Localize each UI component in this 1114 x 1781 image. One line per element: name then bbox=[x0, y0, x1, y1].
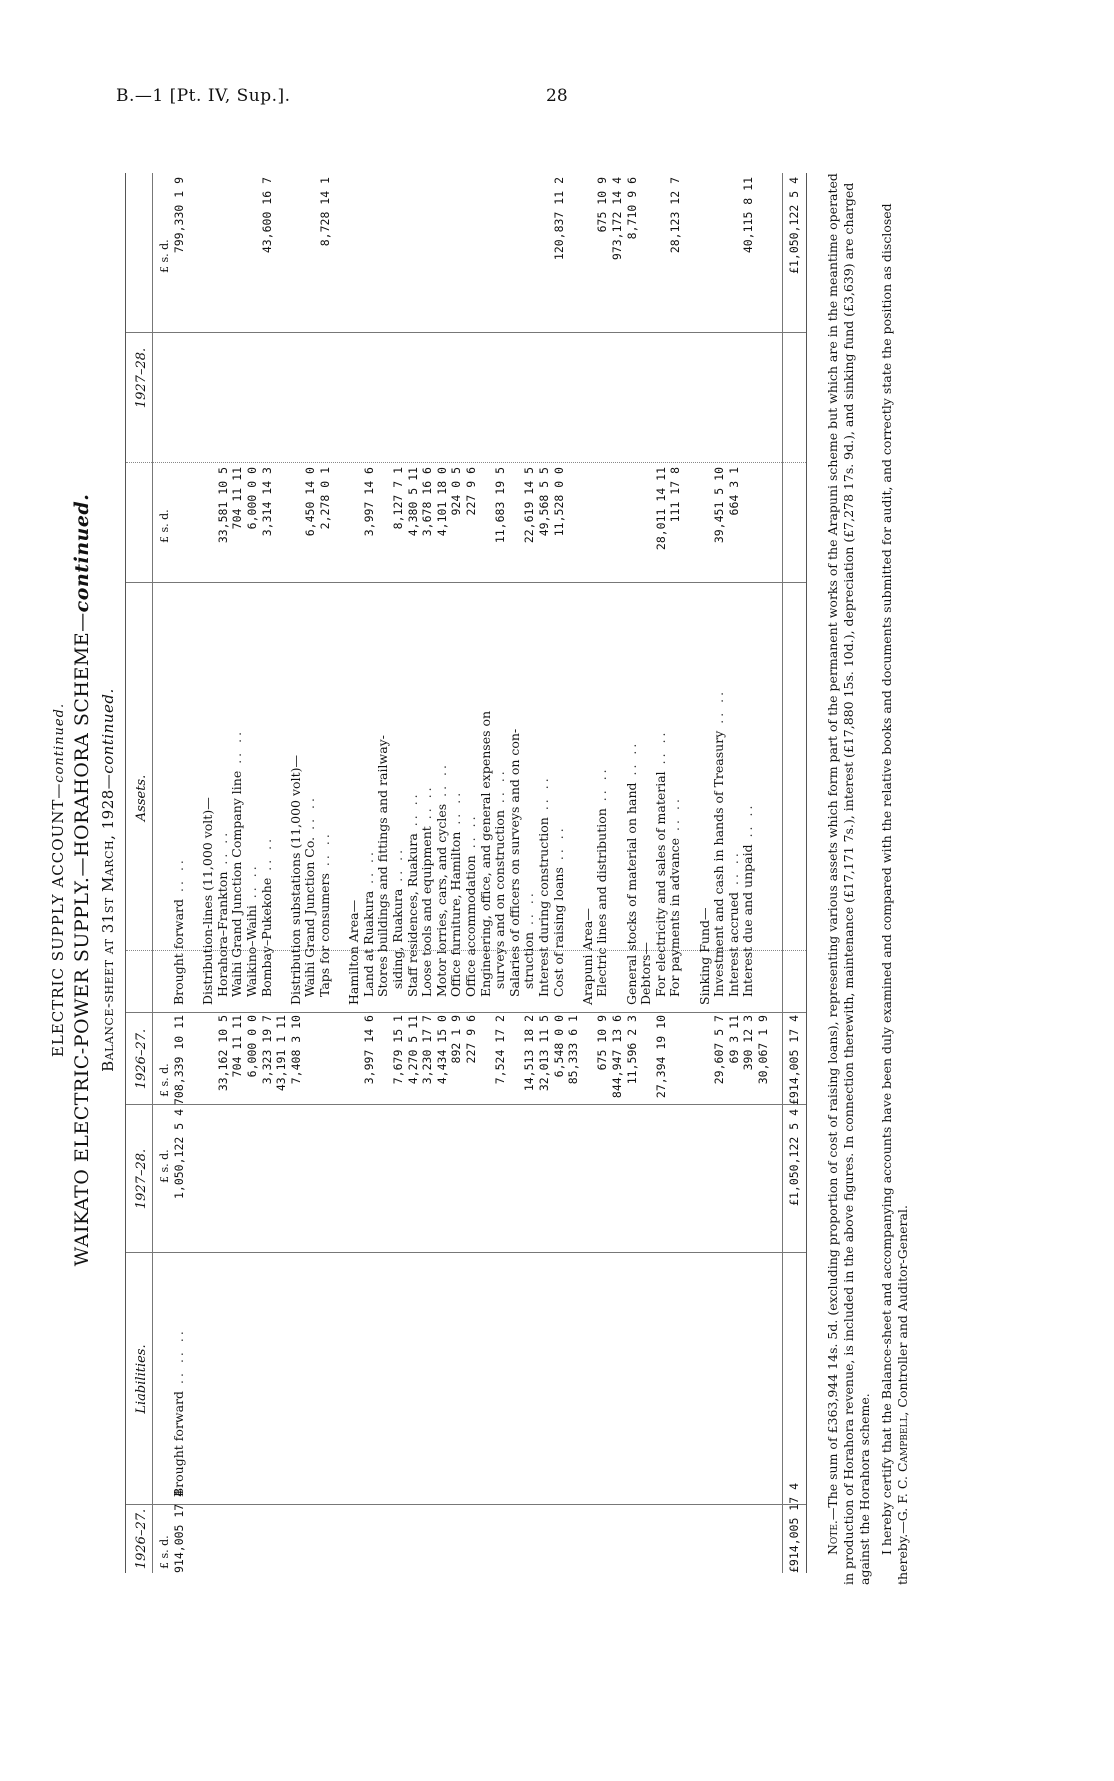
asset-row-label bbox=[376, 735, 391, 1005]
asset-row-label bbox=[581, 908, 596, 1005]
asset-row-label bbox=[741, 803, 756, 1005]
asset-row-v1926: 11,596 2 3 bbox=[624, 1015, 639, 1085]
asset-row-label bbox=[727, 850, 742, 1005]
main-title-cont: continued. bbox=[71, 493, 93, 613]
asset-row-label bbox=[668, 796, 683, 1005]
asset-total-1928: £1,050,122 5 4 bbox=[787, 177, 801, 274]
asset-row-label bbox=[698, 908, 713, 1006]
asset-row-label-text: Hamilton Area— bbox=[346, 899, 362, 1005]
asset-row-v1926: 892 1 9 bbox=[449, 1015, 464, 1064]
asset-unit-1928-detail: £ s. d. bbox=[158, 509, 171, 543]
liab-bf-1928: 1,050,122 5 4 bbox=[172, 1109, 186, 1200]
asset-row-label-text: Interest accrued bbox=[725, 891, 741, 1005]
asset-row-label-text: struction bbox=[521, 932, 537, 1005]
asset-row-label bbox=[552, 825, 567, 1005]
balance-sheet-table bbox=[125, 173, 807, 1573]
page-header bbox=[116, 86, 1016, 108]
asset-row-label-text: Distribution substations (11,000 volt)— bbox=[287, 755, 303, 1005]
asset-row-v1926: 6,000 0 0 bbox=[245, 1015, 259, 1078]
liab-bf-1926: 914,005 17 4 bbox=[172, 1489, 186, 1573]
asset-row-d1928: 11,528 0 0 bbox=[551, 467, 566, 537]
leader-dots: .. .. bbox=[492, 768, 508, 811]
sub-title-cont: continued. bbox=[99, 688, 117, 774]
signatory: Campbell bbox=[895, 1415, 910, 1473]
asset-row-d1928: 22,619 14 5 bbox=[522, 467, 537, 544]
asset-row-v1926: 708,339 10 11 bbox=[172, 1014, 186, 1105]
asset-row-label bbox=[508, 729, 523, 1005]
rule bbox=[126, 582, 806, 583]
liab-bf-label-text: Brought forward bbox=[171, 1390, 186, 1497]
signatory-title: , Controller and Auditor-General. bbox=[895, 1205, 910, 1416]
note-paragraph bbox=[825, 165, 873, 1585]
asset-row-v1928: 28,123 12 7 bbox=[668, 177, 683, 254]
asset-row-label-text: Staff residences, Ruakura bbox=[404, 833, 420, 1005]
leader-dots: .. .. bbox=[360, 849, 376, 891]
asset-row-d1928: 3,997 14 6 bbox=[361, 467, 376, 537]
asset-row-label bbox=[230, 729, 245, 1005]
leader-dots: .. .. bbox=[229, 728, 245, 771]
asset-row-v1928: 675 10 9 bbox=[595, 177, 610, 233]
certify-text: I hereby certify that the Balance-sheet and accompanying accounts have been duly examined and compared with the relative books and documents submitted for audit, and correctly state the position as disclosed thereby.—G. F. C. bbox=[879, 203, 910, 1585]
asset-row-label bbox=[318, 831, 333, 1005]
asset-row-label-text: surveys and on construction bbox=[492, 810, 508, 1005]
asset-row-d1928: 111 17 8 bbox=[668, 467, 683, 523]
asset-unit-1926: £ s. d. bbox=[158, 1063, 171, 1097]
asset-row-label bbox=[347, 900, 362, 1005]
asset-row-d1928: 4,380 5 11 bbox=[405, 467, 420, 537]
asset-row-v1926: 844,947 13 6 bbox=[610, 1015, 624, 1099]
leader-dots: .. .. bbox=[725, 850, 741, 892]
asset-row-label bbox=[537, 775, 552, 1005]
asset-row-label-text: Waikino–Waihi bbox=[244, 905, 259, 1005]
rule bbox=[126, 332, 806, 333]
asset-row-label-text: For electricity and sales of material bbox=[652, 771, 668, 1005]
asset-row-v1926: 704 11 11 bbox=[230, 1015, 245, 1078]
liab-unit-1926: £ s. d. bbox=[158, 1535, 171, 1569]
asset-total-rule bbox=[782, 173, 783, 1105]
asset-row-label-text: Salaries of officers on surveys and on con- bbox=[506, 728, 522, 1005]
asset-row-label-text: Taps for consumers bbox=[317, 873, 332, 1005]
asset-row-label-text: siding, Ruakura bbox=[390, 888, 405, 1005]
asset-row-d1928: 11,683 19 5 bbox=[493, 467, 508, 544]
leader-dots: .. .. bbox=[244, 863, 259, 906]
asset-row-v1928: 8,728 14 1 bbox=[318, 177, 332, 247]
asset-row-label-text: Interest due and unpaid bbox=[740, 844, 756, 1005]
leader-dots: .. .. bbox=[740, 802, 756, 845]
asset-row-label bbox=[449, 790, 464, 1005]
asset-col-1926-head: 1926–27. bbox=[134, 1028, 149, 1090]
liab-unit-1928: £ s. d. bbox=[158, 1149, 171, 1183]
asset-row-label-text: General stocks of material on hand bbox=[623, 782, 639, 1005]
asset-row-d1928: 6,000 0 0 bbox=[245, 467, 259, 530]
leader-dots: .. .. bbox=[594, 766, 610, 809]
note-text: —The sum of £363,944 14s. 5d. (excluding proportion of cost of raising loans), representing various assets which form part of the permanent works of the Arapuni scheme but which are in the meantime operated in production of Horahora revenue, is included in the above figures. In connection therewith, maintenance (£17,171 7s.), interest (£17,880 15s. 10d.), depreciation (£7,278 17s. 9d.), and sinking fund (£3,639) are charged against the Horahora scheme. bbox=[825, 173, 872, 1585]
liab-total-1928: £1,050,122 5 4 bbox=[787, 1109, 801, 1206]
asset-row-d1928: 6,450 14 0 bbox=[303, 467, 318, 537]
asset-row-label-text: Interest during construction bbox=[536, 817, 551, 1005]
asset-unit-1928-total: £ s. d. bbox=[158, 239, 171, 273]
asset-row-d1928: 49,568 5 5 bbox=[537, 467, 551, 537]
leader-dots: .. .. bbox=[171, 857, 186, 899]
sub-title bbox=[99, 135, 117, 1625]
asset-row-v1926: 3,997 14 6 bbox=[361, 1015, 376, 1085]
leader-dots: .. .. bbox=[448, 789, 464, 832]
leader-dots: .. .. bbox=[463, 813, 478, 856]
liab-total-1926: £914,005 17 4 bbox=[787, 1482, 801, 1573]
leader-dots: .. .. bbox=[521, 890, 537, 933]
document-reference: B.—1 [Pt. IV, Sup.]. bbox=[116, 86, 291, 106]
asset-row-v1926: 675 10 9 bbox=[595, 1015, 610, 1071]
asset-row-label bbox=[493, 768, 508, 1005]
header-rule bbox=[152, 173, 153, 1573]
asset-row-label-text: Stores buildings and fittings and railway- bbox=[375, 735, 391, 1005]
asset-row-v1926: 227 9 6 bbox=[464, 1015, 478, 1064]
asset-row-label-text: Debtors— bbox=[638, 942, 654, 1005]
leader-dots: .. .. bbox=[433, 762, 449, 804]
asset-row-d1928: 8,127 7 1 bbox=[391, 467, 405, 530]
asset-row-v1926: 4,270 5 11 bbox=[405, 1015, 420, 1085]
main-title-text: WAIKATO ELECTRIC-POWER SUPPLY.—HORAHORA SCHEME— bbox=[71, 612, 93, 1267]
asset-row-v1928: 799,330 1 9 bbox=[172, 177, 186, 254]
asset-row-label bbox=[216, 830, 231, 1005]
asset-heading: Assets. bbox=[134, 774, 149, 822]
asset-row-v1928: 8,710 9 6 bbox=[624, 177, 639, 240]
leader-dots: .. .. bbox=[390, 846, 405, 889]
rule bbox=[126, 1012, 806, 1013]
asset-row-label bbox=[362, 849, 377, 1005]
asset-row-v1926: 14,513 18 2 bbox=[522, 1015, 537, 1092]
asset-row-v1926: 4,434 15 0 bbox=[434, 1015, 449, 1085]
certification-paragraph bbox=[879, 165, 911, 1585]
asset-row-label bbox=[172, 857, 187, 1005]
asset-row-label-text: Office furniture, Hamilton bbox=[448, 831, 464, 1005]
asset-row-v1926: 7,679 15 1 bbox=[391, 1015, 405, 1085]
account-title bbox=[49, 135, 67, 1625]
asset-row-label-text: Motor lorries, cars, and cycles bbox=[433, 803, 449, 1005]
leader-dots: .. .. bbox=[667, 796, 683, 838]
liab-bf-label: Brought forward .. .. .. bbox=[171, 1328, 186, 1497]
asset-row-d1928: 2,278 0 1 bbox=[318, 467, 332, 530]
asset-row-v1926: 390 12 3 bbox=[741, 1015, 756, 1071]
asset-row-d1928: 227 9 6 bbox=[464, 467, 478, 516]
asset-row-v1928: 43,600 16 7 bbox=[259, 177, 274, 254]
asset-row-v1926: 3,323 19 7 bbox=[259, 1015, 274, 1085]
leader-dots: .. .. bbox=[550, 825, 566, 868]
asset-row-label bbox=[391, 847, 406, 1005]
asset-row-label-text: Cost of raising loans bbox=[550, 867, 566, 1005]
asset-row-label-text: Investment and cash in hands of Treasury bbox=[711, 730, 727, 1005]
asset-row-v1926: 6,548 0 0 bbox=[551, 1015, 566, 1078]
asset-row-d1928: 28,011 14 11 bbox=[653, 467, 668, 551]
asset-col-1928-head: 1927–28. bbox=[134, 347, 149, 409]
leader-dots: .. .. bbox=[711, 688, 727, 731]
rule bbox=[126, 1504, 806, 1505]
asset-row-label bbox=[245, 863, 260, 1005]
asset-row-label-text: Distribution-lines (11,000 volt)— bbox=[200, 797, 216, 1005]
asset-row-d1928: 33,581 10 5 bbox=[215, 467, 230, 544]
asset-row-label-text: Waihi Grand Junction Co. bbox=[302, 836, 318, 1005]
asset-row-label-text: Bombay–Pukekohe bbox=[258, 877, 274, 1005]
asset-total-1926: £914,005 17 4 bbox=[787, 1014, 801, 1105]
rule bbox=[126, 462, 806, 463]
asset-row-v1928: 40,115 8 11 bbox=[741, 177, 756, 254]
asset-row-d1928: 3,314 14 3 bbox=[259, 467, 274, 537]
leader-dots: .. .. bbox=[404, 791, 420, 834]
account-title-text: ELECTRIC SUPPLY ACCOUNT— bbox=[49, 782, 67, 1058]
asset-row-label bbox=[595, 766, 610, 1005]
asset-row-label bbox=[201, 797, 216, 1005]
asset-row-label-text: Electric lines and distribution bbox=[594, 808, 610, 1005]
liab-total-rule bbox=[782, 1105, 783, 1573]
leader-dots: .. .. bbox=[419, 784, 435, 827]
asset-row-label bbox=[303, 795, 318, 1005]
asset-row-label-text: Engineering, office, and general expenses on bbox=[477, 710, 493, 1005]
asset-row-label-text: Horahora–Frankton bbox=[214, 871, 230, 1005]
asset-row-d1928: 3,678 16 6 bbox=[420, 467, 435, 537]
leader-dots: .. .. bbox=[623, 740, 639, 783]
asset-row-label bbox=[289, 755, 304, 1005]
asset-row-v1926: 33,162 10 5 bbox=[215, 1015, 230, 1092]
asset-row-d1928: 664 3 1 bbox=[726, 467, 741, 516]
asset-row-label-text: Sinking Fund— bbox=[696, 907, 712, 1005]
asset-row-d1928: 704 11 11 bbox=[230, 467, 245, 530]
asset-row-d1928: 4,101 18 0 bbox=[434, 467, 449, 537]
account-title-cont: continued. bbox=[52, 702, 67, 783]
asset-row-v1926: 7,408 3 10 bbox=[288, 1015, 303, 1085]
leader-dots: .. .. bbox=[302, 795, 318, 837]
asset-row-v1926: 85,333 6 1 bbox=[566, 1015, 581, 1085]
asset-row-label bbox=[712, 689, 727, 1005]
leader-dots: .. .. bbox=[214, 829, 230, 872]
asset-row-label-text: Brought forward bbox=[171, 898, 186, 1005]
rotated-balance-sheet bbox=[45, 135, 1005, 1625]
asset-row-label bbox=[435, 762, 450, 1005]
asset-row-label bbox=[522, 890, 537, 1005]
asset-row-label-text: Office accommodation bbox=[463, 855, 478, 1005]
asset-row-v1926: 3,230 17 7 bbox=[420, 1015, 435, 1085]
asset-row-label bbox=[406, 791, 421, 1005]
asset-row-v1926: 7,524 17 2 bbox=[493, 1015, 508, 1085]
page-number: 28 bbox=[546, 86, 568, 106]
asset-row-label bbox=[260, 836, 275, 1005]
asset-row-label-text: Land at Ruakura bbox=[360, 890, 376, 1005]
leader-dots: .. .. bbox=[652, 729, 668, 772]
notes bbox=[825, 165, 917, 1585]
main-title bbox=[71, 135, 93, 1625]
asset-row-label bbox=[464, 813, 479, 1005]
asset-row-v1928: 120,837 11 2 bbox=[551, 177, 566, 261]
asset-row-v1926: 30,067 1 9 bbox=[756, 1015, 770, 1085]
liab-heading: Liabilities. bbox=[134, 1344, 149, 1414]
asset-row-label bbox=[639, 942, 654, 1005]
asset-row-v1928: 973,172 14 4 bbox=[610, 177, 624, 261]
leader-dots: .. .. bbox=[317, 831, 332, 874]
asset-row-d1928: 39,451 5 10 bbox=[712, 467, 727, 544]
asset-row-label-text: Arapuni Area— bbox=[579, 908, 595, 1005]
note-label: Note. bbox=[825, 1520, 840, 1555]
asset-row-label bbox=[654, 729, 669, 1005]
liab-col-1926-head: 1926–27. bbox=[134, 1508, 149, 1570]
asset-row-v1926: 69 3 11 bbox=[726, 1015, 741, 1064]
leader-dots: .. .. bbox=[258, 835, 274, 878]
asset-row-label-text: For payments in advance bbox=[667, 837, 683, 1005]
asset-row-v1926: 32,013 11 5 bbox=[537, 1015, 551, 1092]
asset-row-v1926: 29,607 5 7 bbox=[712, 1015, 727, 1085]
asset-row-label bbox=[625, 741, 640, 1005]
asset-row-label bbox=[479, 711, 494, 1005]
asset-row-label bbox=[420, 784, 435, 1005]
asset-row-v1926: 43,191 1 11 bbox=[274, 1015, 289, 1092]
asset-row-d1928: 924 0 5 bbox=[449, 467, 464, 516]
sub-title-text: Balance-sheet at 31st March, 1928— bbox=[99, 773, 117, 1072]
asset-row-label-text: Loose tools and equipment bbox=[419, 826, 435, 1005]
asset-row-label-text: Waihi Grand Junction Company line bbox=[229, 770, 245, 1005]
asset-row-v1926: 27,394 19 10 bbox=[653, 1015, 668, 1099]
rule bbox=[126, 1252, 806, 1253]
liab-col-1928-head: 1927–28. bbox=[134, 1148, 149, 1210]
leader-dots: .. .. bbox=[536, 775, 551, 818]
